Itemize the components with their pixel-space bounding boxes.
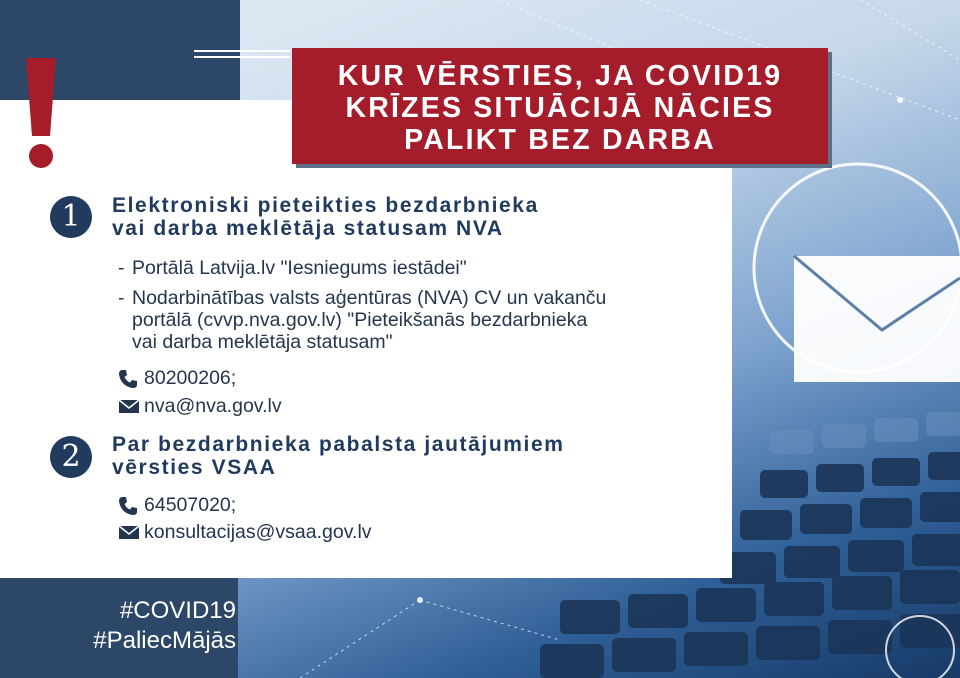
heading-line: vērsties VSAA	[112, 456, 277, 479]
phone-number[interactable]: 64507020;	[144, 494, 237, 516]
hashtag: #PaliecMājās	[93, 627, 236, 654]
heading-line: vai darba meklētāja statusam NVA	[112, 217, 504, 240]
step-number-2: 2	[50, 436, 92, 478]
mail-icon	[118, 523, 140, 541]
phone-icon	[118, 369, 138, 389]
envelope-illustration	[732, 168, 960, 468]
email-address[interactable]: konsultacijas@vsaa.gov.lv	[144, 521, 372, 543]
title-line: PALIKT BEZ DARBA	[404, 124, 716, 156]
phone-icon	[118, 496, 138, 516]
hashtag: #COVID19	[119, 597, 236, 624]
page-title	[292, 60, 828, 156]
section-1-heading	[112, 194, 539, 240]
title-decoration-lines	[194, 48, 290, 62]
heading-line: Par bezdarbnieka pabalsta jautājumiem	[112, 433, 565, 456]
bullet-text: Nodarbinātības valsts aģentūras (NVA) CV un vakanču	[132, 287, 607, 309]
title-line: KRĪZES SITUĀCIJĀ NĀCIES	[345, 92, 775, 124]
bullet-text: portālā (cvvp.nva.gov.lv) "Pieteikšanās bezdarbnieka	[132, 309, 588, 331]
exclamation-icon	[18, 58, 64, 170]
phone-number[interactable]: 80200206;	[144, 367, 237, 389]
bullet-text: Portālā Latvija.lv "Iesniegums iestādei"	[132, 257, 467, 279]
step-number-1: 1	[50, 196, 92, 238]
bullet-text: vai darba meklētāja statusam"	[132, 331, 393, 353]
mail-icon	[118, 397, 140, 415]
email-address[interactable]: nva@nva.gov.lv	[144, 395, 282, 417]
bullet-dash: -	[118, 257, 125, 279]
title-line: KUR VĒRSTIES, JA COVID19	[337, 60, 783, 92]
envelope-icon	[732, 168, 960, 468]
bullet-dash: -	[118, 287, 125, 309]
section-2-heading	[112, 433, 565, 479]
hashtags	[0, 596, 236, 656]
heading-line: Elektroniski pieteikties bezdarbnieka	[112, 194, 539, 217]
